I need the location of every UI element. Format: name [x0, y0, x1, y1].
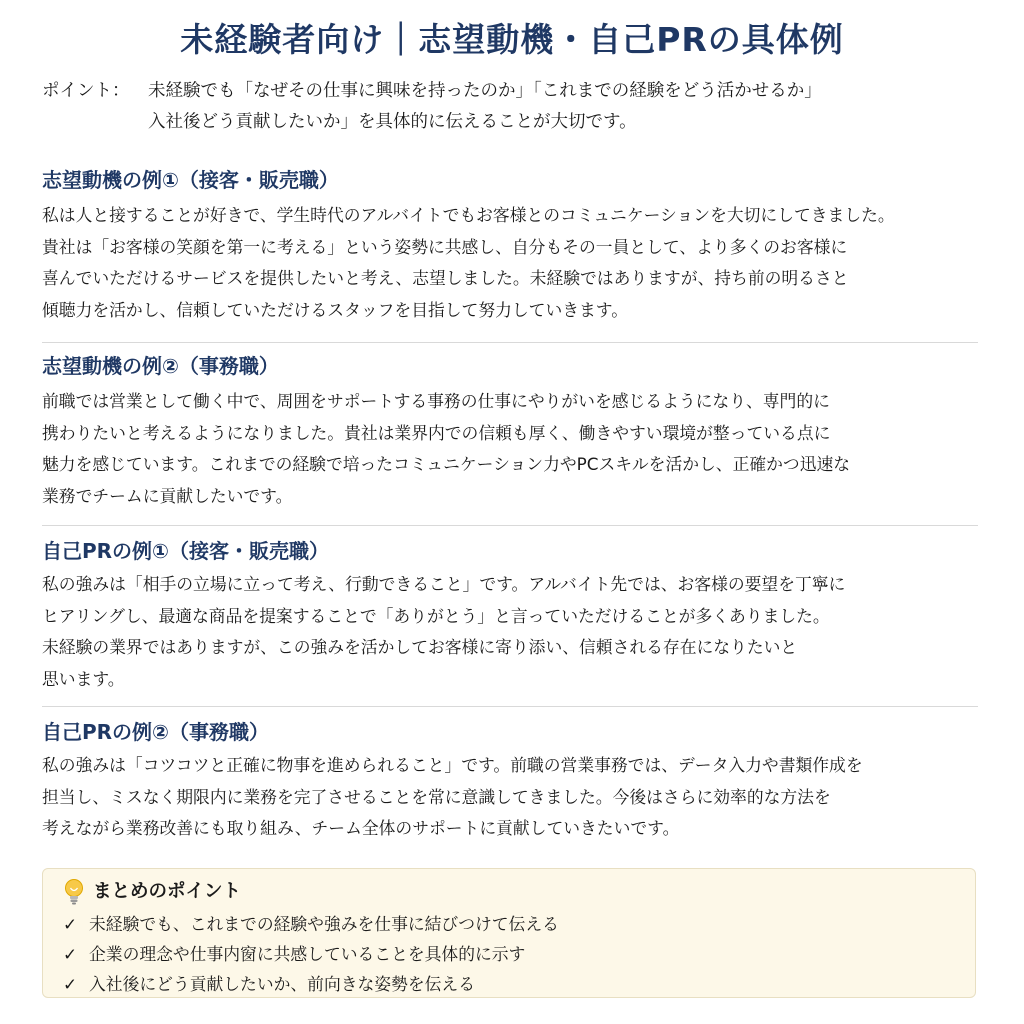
body-line: 喜んでいただけるサービスを提供したいと考え、志望しました。未経験ではありますが、持ち前の明るさと — [42, 268, 849, 288]
section-divider — [42, 706, 978, 707]
body-line: 思います。 — [42, 668, 125, 689]
section-divider — [42, 525, 978, 526]
body-line: 未経験の業界ではありますが、この強みを活かしてお客様に寄り添い、信頼される存在になりたいと — [42, 637, 798, 657]
summary-title: まとめのポイント — [93, 881, 242, 902]
section-body — [42, 750, 982, 845]
list-item-text: 入社後にどう貢献したいか、前向きな姿勢を伝える — [89, 974, 475, 994]
lightbulb-icon — [63, 878, 85, 906]
list-item-text: 未経験でも、これまでの経験や強みを仕事に結びつけて伝える — [89, 914, 559, 934]
section-motivation-sales — [42, 164, 982, 326]
section-selfpr-sales — [42, 535, 982, 695]
intro-line-1: 未経験でも「なぜその仕事に興味を持ったのか」「これまでの経験をどう活かせるか」 — [148, 81, 822, 101]
section-body — [42, 200, 982, 326]
summary-list — [63, 909, 559, 999]
body-line: ヒアリングし、最適な商品を提案することで「ありがとう」と言っていただけることが多くありました。 — [42, 605, 830, 626]
section-body — [42, 569, 982, 695]
list-item — [63, 909, 559, 939]
body-line: 私の強みは「相手の立場に立って考え、行動できること」です。アルバイト先では、お客様の要望を丁寧に — [42, 574, 846, 594]
intro-line-2: 入社後どう貢献したいか」を具体的に伝えることが大切です。 — [148, 112, 637, 132]
summary-heading — [63, 877, 241, 907]
list-item-text: 企業の理念や仕事内窗に共感していることを具体的に示す — [89, 944, 526, 964]
body-line: 携わりたいと考えるようになりました。貴社は業界内での信頼も厚く、働きやすい環境が整っている点に — [42, 422, 831, 443]
body-line: 貴社は「お客様の笑顔を第一に考える」という姿勢に共感し、自分もその一員として、より多くのお客様に — [42, 236, 848, 257]
body-line: 考えながら業務改善にも取り組み、チーム全体のサポートに貢献していきたいです。 — [42, 818, 680, 838]
section-selfpr-office — [42, 716, 982, 845]
section-motivation-office — [42, 350, 982, 512]
list-item — [63, 939, 559, 969]
summary-box — [42, 868, 976, 998]
check-icon: ✓ — [63, 914, 78, 934]
body-line: 前職では営業として働く中で、周囲をサポートする事務の仕事にやりがいを感じるようになり、専門的に — [42, 391, 830, 411]
body-line: 私の強みは「コツコツと正確に物事を進められること」です。前職の営業事務では、データ入力や書類作成を — [42, 755, 863, 775]
check-icon: ✓ — [63, 974, 78, 994]
page-title: 未経験者向け｜志望動機・自己PRの具体例 — [180, 20, 844, 59]
body-line: 傾聴力を活かし、信頼していただけるスタッフを目指して努力していきます。 — [42, 299, 629, 320]
section-heading: 自己PRの例①（接客・販売職） — [42, 539, 329, 563]
section-divider — [42, 342, 978, 343]
section-heading: 自己PRの例②（事務職） — [42, 720, 269, 744]
intro-label: ポイント： — [42, 81, 130, 101]
section-heading: 志望動機の例①（接客・販売職） — [42, 168, 339, 192]
body-line: 魅力を感じています。これまでの経験で培ったコミュニケーション力やPCスキルを活かし、正確かつ迅速な — [42, 454, 851, 474]
body-line: 担当し、ミスなく期限内に業務を完了させることを常に意識してきました。今後はさらに効率的な方法を — [42, 786, 831, 807]
body-line: 私は人と接することが好きで、学生時代のアルバイトでもお客様とのコミュニケーションを大切にしてきました。 — [42, 205, 895, 225]
list-item — [63, 969, 559, 999]
intro-point — [42, 76, 1002, 138]
check-icon: ✓ — [63, 944, 78, 964]
section-body — [42, 386, 982, 512]
section-heading: 志望動機の例②（事務職） — [42, 354, 279, 378]
body-line: 業務でチームに貢献したいです。 — [42, 485, 293, 506]
